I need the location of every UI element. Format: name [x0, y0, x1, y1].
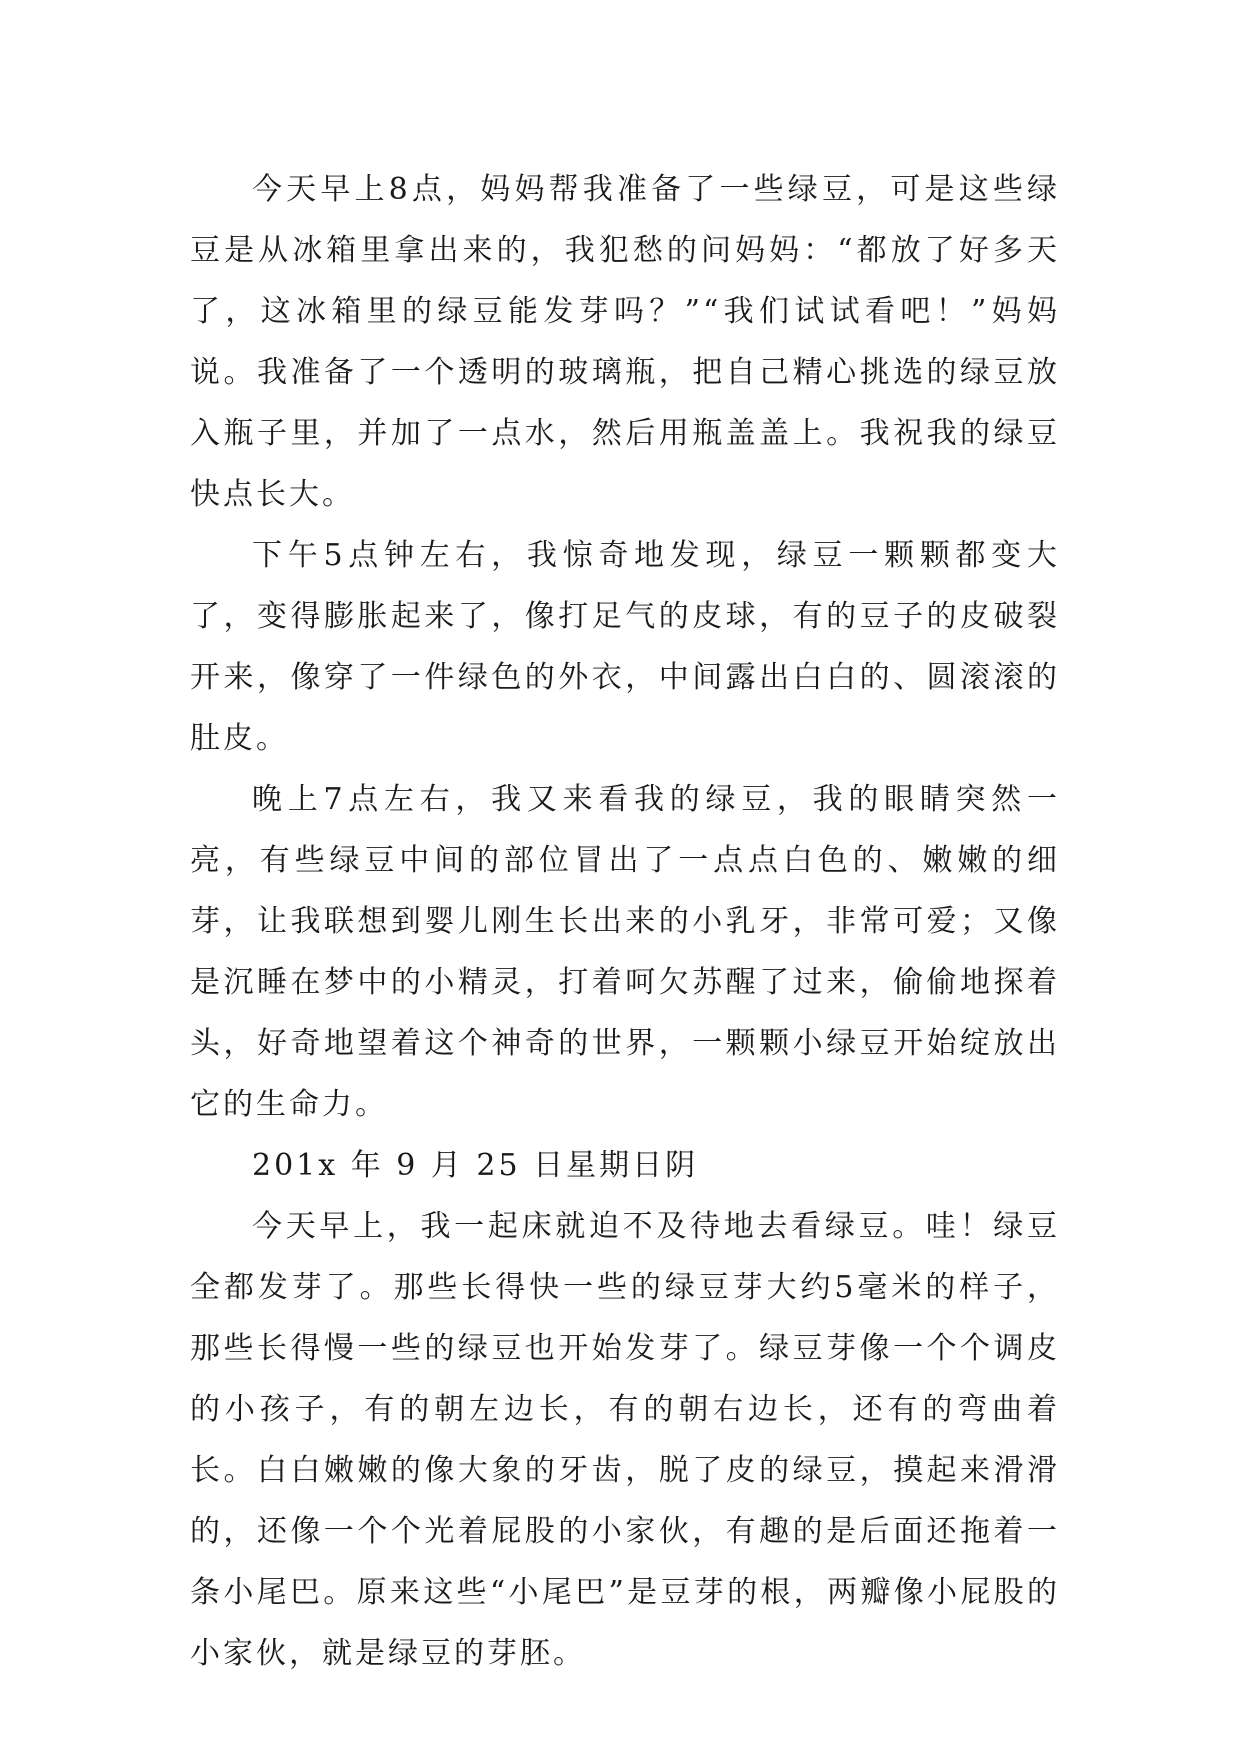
diary-date-heading: 201x 年 9 月 25 日星期日阴 — [252, 1148, 699, 1183]
paragraph-morning: 今天早上8点，妈妈帮我准备了一些绿豆，可是这些绿豆是从冰箱里拿出来的，我犯愁的问妈妈：“都放了好多天了，这冰箱里的绿豆能发芽吗？”“我们试试看吧！”妈妈说。我准备了一个透明的玻璃瓶，把自己精心挑选的绿豆放入瓶子里，并加了一点水，然后用瓶盖盖上。我祝我的绿豆快点长大。 — [190, 172, 1060, 512]
paragraph-afternoon: 下午5点钟左右，我惊奇地发现，绿豆一颗颗都变大了，变得膨胀起来了，像打足气的皮球，有的豆子的皮破裂开来，像穿了一件绿色的外衣，中间露出白白的、圆滚滚的肚皮。 — [190, 538, 1060, 756]
paragraph-evening: 晚上7点左右，我又来看我的绿豆，我的眼睛突然一亮，有些绿豆中间的部位冒出了一点点白色的、嫩嫩的细芽，让我联想到婴儿刚生长出来的小乳牙，非常可爱；又像是沉睡在梦中的小精灵，打着呵欠苏醒了过来，偷偷地探着头，好奇地望着这个神奇的世界，一颗颗小绿豆开始绽放出它的生命力。 — [190, 782, 1060, 1122]
paragraph-next-morning: 今天早上，我一起床就迫不及待地去看绿豆。哇！绿豆全都发芽了。那些长得快一些的绿豆芽大约5毫米的样子，那些长得慢一些的绿豆也开始发芽了。绿豆芽像一个个调皮的小孩子，有的朝左边长，有的朝右边长，还有的弯曲着长。白白嫩嫩的像大象的牙齿，脱了皮的绿豆，摸起来滑滑的，还像一个个光着屁股的小家伙，有趣的是后面还拖着一条小尾巴。原来这些“小尾巴”是豆芽的根，两瓣像小屁股的小家伙，就是绿豆的芽胚。 — [190, 1209, 1060, 1671]
document-body — [190, 159, 1060, 1684]
